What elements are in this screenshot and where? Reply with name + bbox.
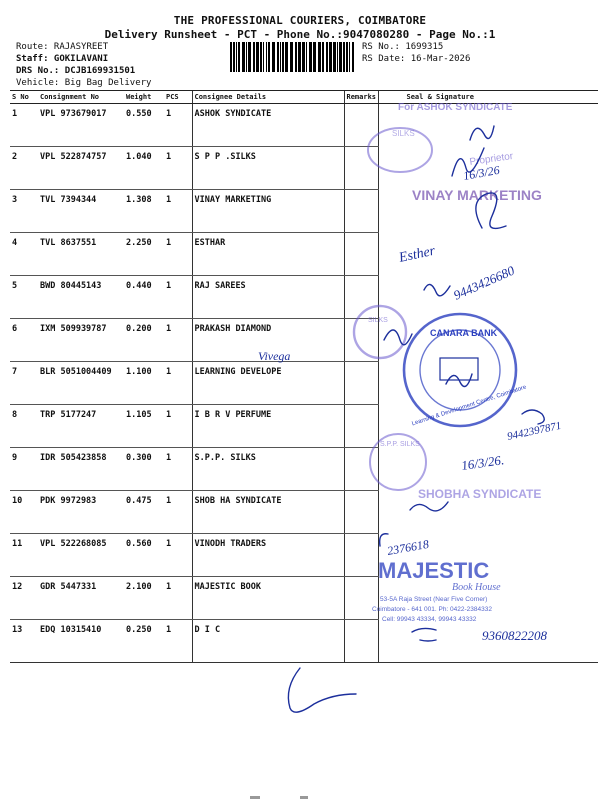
row-pcs: 1 <box>164 448 192 491</box>
runsheet-table <box>10 90 598 663</box>
row-pcs: 1 <box>164 362 192 405</box>
row-consignee: VINODH TRADERS <box>192 534 344 577</box>
row-seal-signature <box>378 319 598 362</box>
row-pcs: 1 <box>164 104 192 147</box>
row-consignment-no: BWD 80445143 <box>38 276 124 319</box>
row-pcs: 1 <box>164 233 192 276</box>
row-seal-signature <box>378 104 598 147</box>
table-row <box>10 190 598 233</box>
row-weight: 0.200 <box>124 319 164 362</box>
row-consignment-no: GDR 5447331 <box>38 577 124 620</box>
stamp-majestic-sub: Book House <box>452 582 501 593</box>
row-remarks <box>344 362 378 405</box>
staff-label: Staff: GOKILAVANI <box>16 54 109 64</box>
row-weight: 0.475 <box>124 491 164 534</box>
table-row <box>10 577 598 620</box>
table-row <box>10 491 598 534</box>
route-label: Route: RAJASYREET <box>16 42 109 52</box>
row-weight: 0.440 <box>124 276 164 319</box>
row-pcs: 1 <box>164 319 192 362</box>
row-consignee: RAJ SAREES <box>192 276 344 319</box>
stamp-majestic: MAJESTIC <box>378 558 490 583</box>
row-consignee: VINAY MARKETING <box>192 190 344 233</box>
row-remarks <box>344 491 378 534</box>
row-remarks <box>344 448 378 491</box>
rs-date: RS Date: 16-Mar-2026 <box>362 54 471 64</box>
row-consignment-no: PDK 9972983 <box>38 491 124 534</box>
col-consignment: Consignment No <box>38 91 124 104</box>
row-weight: 0.250 <box>124 620 164 663</box>
row-sno: 8 <box>10 405 38 448</box>
row-pcs: 1 <box>164 405 192 448</box>
row-sno: 11 <box>10 534 38 577</box>
row-seal-signature <box>378 577 598 620</box>
footer-edge-marks <box>0 794 600 800</box>
table-header <box>10 91 598 104</box>
row-consignment-no: VPL 973679017 <box>38 104 124 147</box>
row-weight: 1.040 <box>124 147 164 190</box>
row-consignee: D I C <box>192 620 344 663</box>
row-sno: 12 <box>10 577 38 620</box>
row-weight: 1.105 <box>124 405 164 448</box>
table-row <box>10 319 598 362</box>
row-consignment-no: TVL 7394344 <box>38 190 124 233</box>
row-weight: 2.100 <box>124 577 164 620</box>
handwriting-date1: 16/3/26 <box>462 162 501 183</box>
table-row <box>10 276 598 319</box>
handwriting-phone1: 9443426680 <box>451 262 517 303</box>
row-seal-signature <box>378 534 598 577</box>
table-row <box>10 147 598 190</box>
row-remarks <box>344 577 378 620</box>
row-remarks <box>344 147 378 190</box>
row-weight: 0.560 <box>124 534 164 577</box>
row-consignment-no: IXM 509939787 <box>38 319 124 362</box>
row-seal-signature <box>378 276 598 319</box>
table-row <box>10 362 598 405</box>
row-pcs: 1 <box>164 534 192 577</box>
row-weight: 0.300 <box>124 448 164 491</box>
row-remarks <box>344 190 378 233</box>
row-consignment-no: EDQ 10315410 <box>38 620 124 663</box>
col-pcs: PCS <box>164 91 192 104</box>
drs-label: DRS No.: <box>16 66 60 76</box>
drs-number <box>16 66 135 77</box>
row-seal-signature <box>378 448 598 491</box>
row-consignee: PRAKASH DIAMOND <box>192 319 344 362</box>
col-sno: S No <box>10 91 38 104</box>
row-weight: 1.100 <box>124 362 164 405</box>
row-remarks <box>344 405 378 448</box>
stamp-proprietor-text: Proprietor <box>468 150 514 168</box>
handwriting-date2: 16/3/26. <box>460 452 505 473</box>
table-row <box>10 104 598 147</box>
row-sno: 7 <box>10 362 38 405</box>
row-remarks <box>344 104 378 147</box>
row-consignee: S.P.P. SILKS <box>192 448 344 491</box>
stamp-silks-row6: SILKS <box>368 317 388 324</box>
row-sno: 6 <box>10 319 38 362</box>
row-consignment-no: IDR 505423858 <box>38 448 124 491</box>
stamp-spp-text: S.P.P. SILKS <box>380 441 420 448</box>
row-consignment-no: TRP 5177247 <box>38 405 124 448</box>
row-seal-signature <box>378 233 598 276</box>
row-sno: 4 <box>10 233 38 276</box>
row-seal-signature <box>378 190 598 233</box>
table-row <box>10 448 598 491</box>
signature-bottom <box>288 668 356 712</box>
stamp-majestic-cell: Cell: 99943 43334, 99943 43332 <box>382 616 477 623</box>
row-weight: 0.550 <box>124 104 164 147</box>
table-row <box>10 620 598 663</box>
row-weight: 2.250 <box>124 233 164 276</box>
row-sno: 3 <box>10 190 38 233</box>
row-consignee: ASHOK SYNDICATE <box>192 104 344 147</box>
row-consignee: MAJESTIC BOOK <box>192 577 344 620</box>
col-weight: Weight <box>124 91 164 104</box>
vehicle-label: Vehicle: Big Bag Delivery <box>16 78 152 88</box>
table-row <box>10 534 598 577</box>
row-weight: 1.308 <box>124 190 164 233</box>
row-sno: 5 <box>10 276 38 319</box>
row-consignee: S P P .SILKS <box>192 147 344 190</box>
row-seal-signature <box>378 620 598 663</box>
row-remarks <box>344 319 378 362</box>
drs-value: DCJB169931501 <box>64 66 136 76</box>
row-consignment-no: TVL 8637551 <box>38 233 124 276</box>
rs-number: RS No.: 1699315 <box>362 42 444 52</box>
handwriting-phone3: 9360822208 <box>482 628 547 643</box>
row-consignment-no: VPL 522268085 <box>38 534 124 577</box>
row-seal-signature <box>378 405 598 448</box>
table-row <box>10 233 598 276</box>
stamp-majestic-addr1: 53-5A Raja Street (Near Five Corner) <box>380 596 488 603</box>
handwriting-row6-note: Vivega <box>258 349 291 363</box>
row-consignee: ESTHAR <box>192 233 344 276</box>
row-sno: 13 <box>10 620 38 663</box>
row-pcs: 1 <box>164 147 192 190</box>
row-consignee: SHOB HA SYNDICATE <box>192 491 344 534</box>
row-pcs: 1 <box>164 491 192 534</box>
row-consignment-no: VPL 522874757 <box>38 147 124 190</box>
stamp-canara-ring: Learning & Development Centre, Coimbatore <box>411 384 528 428</box>
row-pcs: 1 <box>164 276 192 319</box>
col-remarks: Remarks <box>344 91 378 104</box>
row-consignee: I B R V PERFUME <box>192 405 344 448</box>
row-pcs: 1 <box>164 577 192 620</box>
company-title: THE PROFESSIONAL COURIERS, COIMBATORE <box>173 14 427 27</box>
row-consignee: LEARNING DEVELOPE <box>192 362 344 405</box>
stamp-shobha: SHOBHA SYNDICATE <box>418 487 542 501</box>
stamp-ashok-text: For ASHOK SYNDICATE <box>398 102 513 113</box>
row-seal-signature <box>378 491 598 534</box>
table-row <box>10 405 598 448</box>
row-pcs: 1 <box>164 190 192 233</box>
row-sno: 1 <box>10 104 38 147</box>
col-consignee: Consignee Details <box>192 91 344 104</box>
stamp-vinay: VINAY MARKETING <box>412 187 542 203</box>
row-remarks <box>344 620 378 663</box>
stamp-majestic-addr2: Coimbatore - 641 001. Ph: 0422-2384332 <box>372 606 492 613</box>
row-sno: 2 <box>10 147 38 190</box>
row-consignment-no: BLR 5051004409 <box>38 362 124 405</box>
handwriting-phone2: 9442397871 <box>506 419 563 443</box>
row-remarks <box>344 276 378 319</box>
barcode <box>230 42 356 72</box>
runsheet-subtitle: Delivery Runsheet - PCT - Phone No.:9047080280 - Page No.:1 <box>104 28 496 41</box>
row-seal-signature <box>378 362 598 405</box>
row-sno: 9 <box>10 448 38 491</box>
row-remarks <box>344 534 378 577</box>
stamp-silks-row1: SILKS <box>392 129 415 138</box>
handwriting-num1: 2376618 <box>386 536 430 558</box>
row-seal-signature <box>378 147 598 190</box>
handwriting-esther: Esther <box>397 243 437 266</box>
stamp-canara-title: CANARA BANK <box>430 328 498 338</box>
row-pcs: 1 <box>164 620 192 663</box>
row-remarks <box>344 233 378 276</box>
col-seal: Seal & Signature <box>378 91 598 104</box>
row-sno: 10 <box>10 491 38 534</box>
